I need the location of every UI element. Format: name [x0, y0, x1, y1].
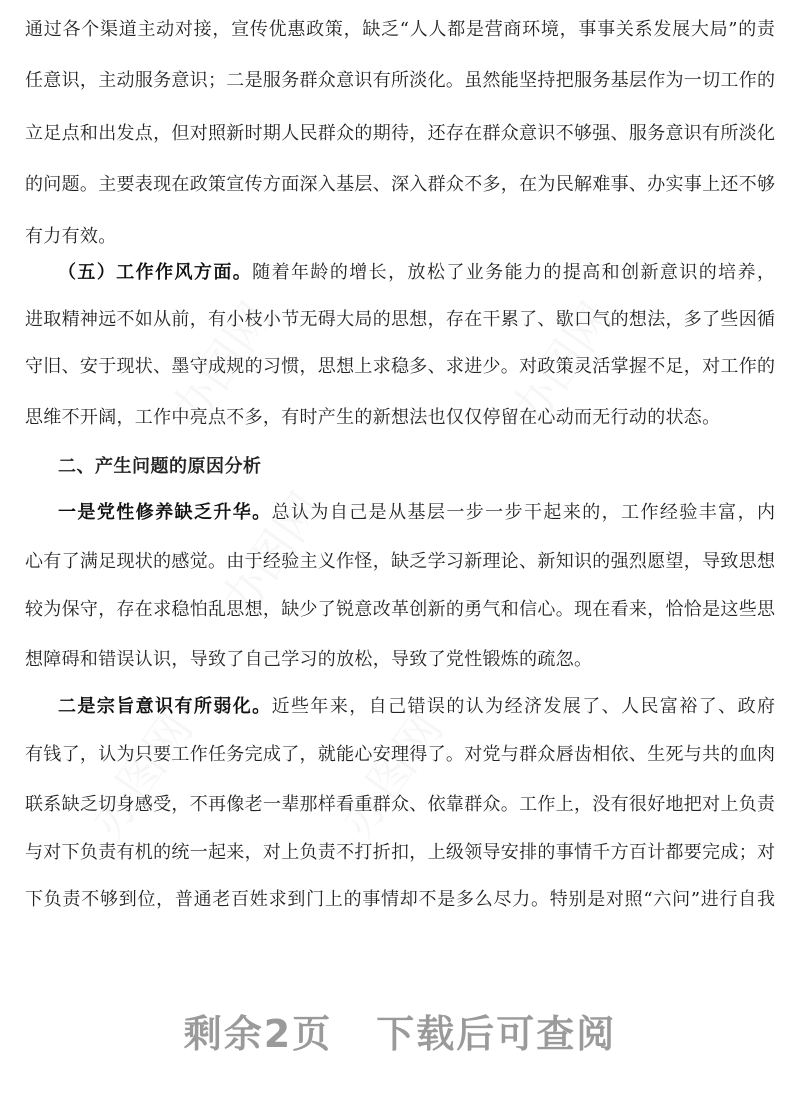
watermark — [72, 698, 205, 849]
text-span: 随着年龄的增长，放松了业务能力的提高和创新意识的培养， — [252, 262, 776, 283]
text-line: 有钱了，认为只要工作任务完成了，就能心安理得了。对党与群众唇齿相依、生死与共的血肉 — [25, 744, 775, 765]
text-span: 总认为自己是从基层一步一步干起来的，工作经验丰富，内 — [271, 502, 776, 523]
text-line: 下负责不够到位，普通老百姓求到门上的事情却不是多么尽力。特别是对照“六问”进行自我 — [25, 889, 775, 910]
download-label[interactable]: 下载后可查阅 — [376, 1012, 617, 1056]
bold-heading: （五）工作作风方面。 — [58, 262, 253, 283]
text-line: 思维不开阔，工作中亮点不多，有时产生的新想法也仅仅停留在心动而无行动的状态。 — [25, 407, 721, 428]
text-line: 心有了满足现状的感觉。由于经验主义作怪，缺乏学习新理论、新知识的强烈愿望，导致思想 — [25, 551, 775, 572]
text-line: 想障碍和错误认识，导致了自己学习的放松，导致了党性锻炼的疏忽。 — [25, 649, 593, 670]
remaining-pages-label: 剩余2页 — [183, 1012, 333, 1056]
section-heading: 二、产生问题的原因分析 — [58, 456, 262, 477]
text-line: 任意识，主动服务意识；二是服务群众意识有所淡化。虽然能坚持把服务基层作为一切工作的 — [25, 70, 775, 91]
download-prompt[interactable] — [0, 1003, 800, 1058]
text-line: 的问题。主要表现在政策宣传方面深入基层、深入群众不多，在为民解难事、办实事上还不够 — [25, 174, 775, 195]
text-line: 有力有效。 — [25, 226, 117, 247]
text-line — [58, 500, 775, 526]
watermark — [322, 698, 455, 849]
text-line: 守旧、安于现状、墨守成规的习惯，思想上求稳多、求进少。对政策灵活掌握不足，对工作的 — [25, 356, 775, 377]
text-line: 通过各个渠道主动对接，宣传优惠政策，缺乏“人人都是营商环境，事事关系发展大局”的责 — [25, 19, 775, 40]
text-line: 联系缺乏切身感受，不再像老一辈那样看重群众、依靠群众。工作上，没有很好地把对上负责 — [25, 794, 775, 815]
text-span: 近些年来，自己错误的认为经济发展了、人民富裕了、政府 — [271, 696, 776, 717]
text-line — [58, 260, 775, 286]
text-line: 立足点和出发点，但对照新时期人民群众的期待，还存在群众意识不够强、服务意识有所淡化 — [25, 123, 775, 144]
text-line: 进取精神远不如从前，有小枝小节无碍大局的思想，存在干累了、歇口气的想法，多了些因循 — [25, 309, 775, 330]
bold-heading: 二是宗旨意识有所弱化。 — [58, 696, 272, 717]
text-line: 与对下负责有机的统一起来，对上负责不打折扣，上级领导安排的事情千方百计都要完成；对 — [25, 842, 775, 863]
text-line — [58, 694, 775, 720]
bold-heading: 一是党性修养缺乏升华。 — [58, 502, 272, 523]
text-line: 较为保守，存在求稳怕乱思想，缺少了锐意改革创新的勇气和信心。现在看来，恰恰是这些思 — [25, 599, 775, 620]
